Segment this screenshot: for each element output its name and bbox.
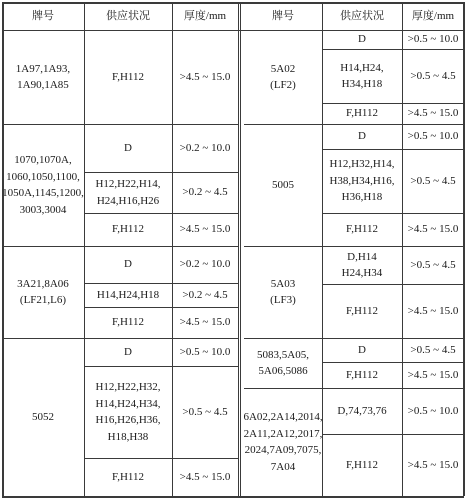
thickness-cell: >0.5 ~ 4.5 [410,69,456,82]
grid-rule [2,496,464,498]
thickness-cell: >0.5 ~ 4.5 [410,258,456,271]
supply-cell: H12,H22,H32, H14,H24,H34, H16,H26,H36, H18,H38 [95,381,161,443]
grid-rule [244,124,464,125]
grid-rule [2,124,238,125]
grid-rule [84,458,238,459]
supply-cell: D [358,130,366,143]
header-grade-left: 牌号 [32,9,54,22]
grid-rule [322,213,464,214]
grade-cell: 5052 [32,410,54,423]
grid-rule [322,362,464,363]
thickness-cell: >0.2 ~ 10.0 [179,141,231,154]
supply-cell: D,74,73,76 [337,404,387,417]
supply-cell: F,H112 [111,470,145,483]
supply-cell: D [358,343,366,356]
supply-cell: F,H112 [345,458,379,471]
supply-cell: F,H112 [111,70,145,83]
grid-rule [244,246,464,247]
header-thickness-right: 厚度/mm [411,9,455,22]
thickness-cell: >0.5 ~ 10.0 [179,345,231,358]
grid-rule [84,307,238,308]
thickness-cell: >4.5 ~ 15.0 [407,304,459,317]
grade-cell: 5A03 (LF3) [270,277,296,306]
supply-cell: F,H112 [345,107,379,120]
supply-cell: F,H112 [345,223,379,236]
thickness-cell: >4.5 ~ 15.0 [179,223,231,236]
supply-cell: D,H14 H24,H34 [341,250,383,279]
grade-cell: 6A02,2A14,2014, 2A11,2A12,2017, 2024,7A09,7075, 7A04 [243,411,323,473]
grid-rule [84,366,238,367]
grid-rule [322,2,323,496]
grid-rule [322,149,464,150]
thickness-cell: >0.2 ~ 10.0 [179,258,231,271]
grid-rule [2,2,464,4]
grid-rule [2,2,4,496]
grade-cell: 5005 [272,178,294,191]
supply-cell: H12,H32,H14, H38,H34,H16, H36,H18 [329,158,395,204]
grid-rule [463,2,465,496]
thickness-cell: >4.5 ~ 15.0 [179,70,231,83]
center-divider [238,2,241,496]
thickness-cell: >0.5 ~ 4.5 [182,405,228,418]
thickness-cell: >0.2 ~ 4.5 [182,186,228,199]
supply-cell: H14,H24,H18 [96,288,160,301]
supply-cell: F,H112 [111,223,145,236]
supply-cell: F,H112 [345,304,379,317]
thickness-cell: >4.5 ~ 15.0 [407,458,459,471]
thickness-cell: >4.5 ~ 15.0 [179,470,231,483]
thickness-cell: >0.5 ~ 10.0 [407,33,459,46]
grid-rule [244,338,464,339]
grade-cell: 1070,1070A, 1060,1050,1100, 1050A,1145,1200, 3003,3004 [2,154,84,216]
header-thickness-left: 厚度/mm [183,9,227,22]
supply-cell: D [358,33,366,46]
thickness-cell: >4.5 ~ 15.0 [407,368,459,381]
supply-cell: F,H112 [345,368,379,381]
grid-rule [322,49,464,50]
header-supply-left: 供应状况 [106,9,150,22]
grade-cell: 5A02 (LF2) [270,62,296,91]
grid-rule [84,2,85,496]
grid-rule [84,283,238,284]
supply-cell: H12,H22,H14, H24,H16,H26 [95,178,161,207]
grid-rule [244,388,464,389]
grid-rule [322,284,464,285]
grid-rule [2,338,238,339]
supply-cell: F,H112 [111,316,145,329]
grade-cell: 1A97,1A93, 1A90,1A85 [15,62,71,91]
thickness-cell: >4.5 ~ 15.0 [407,223,459,236]
supply-cell: D [124,141,132,154]
grid-rule [84,213,238,214]
supply-cell: D [124,258,132,271]
grid-rule [172,2,173,496]
thickness-cell: >0.2 ~ 4.5 [182,288,228,301]
thickness-cell: >0.5 ~ 4.5 [410,174,456,187]
header-grade-right: 牌号 [272,9,294,22]
grid-rule [402,2,403,496]
supply-cell: H14,H24, H34,H18 [340,61,384,90]
header-supply-right: 供应状况 [340,9,384,22]
grid-rule [322,103,464,104]
thickness-cell: >4.5 ~ 15.0 [407,107,459,120]
grid-rule [322,434,464,435]
thickness-cell: >0.5 ~ 4.5 [410,343,456,356]
thickness-cell: >0.5 ~ 10.0 [407,130,459,143]
grade-cell: 3A21,8A06 (LF21,L6) [17,277,69,306]
supply-cell: D [124,345,132,358]
thickness-cell: >0.5 ~ 10.0 [407,404,459,417]
grid-rule [2,246,238,247]
thickness-cell: >4.5 ~ 15.0 [179,316,231,329]
grade-cell: 5083,5A05, 5A06,5086 [257,348,309,377]
grid-rule [2,30,464,31]
grid-rule [84,172,238,173]
